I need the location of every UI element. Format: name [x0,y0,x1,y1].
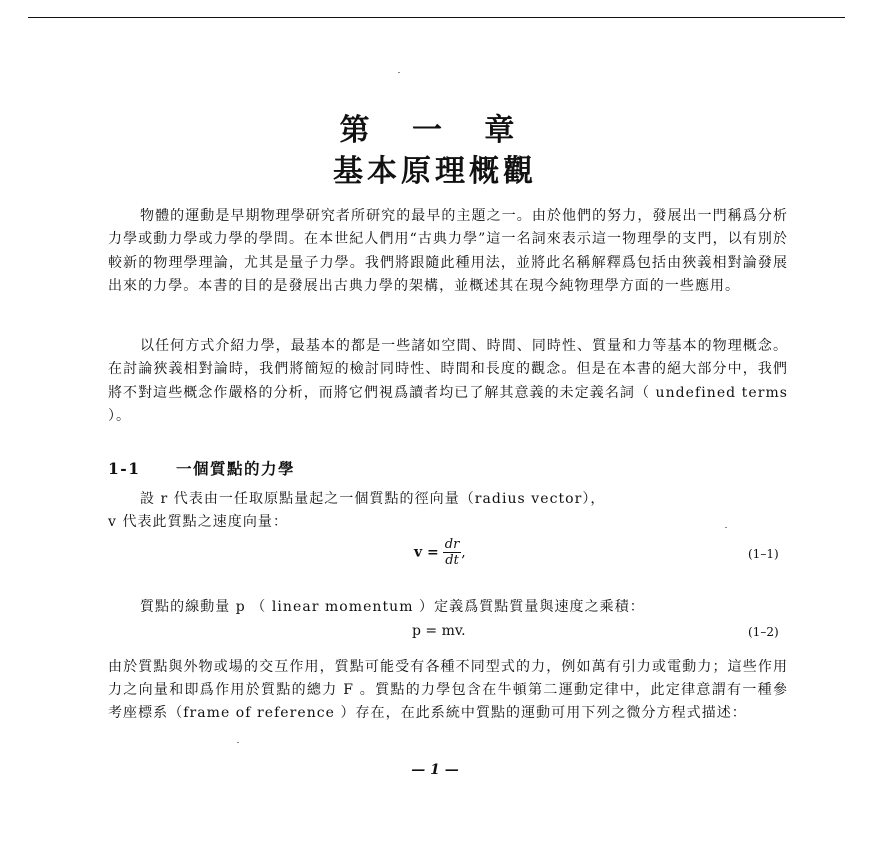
section-title: 一個質點的力學 [176,459,296,478]
force-paragraph: 由於質點與外物或場的交互作用，質點可能受有各種不同型式的力，例如萬有引力或電動力；這些作用力之向量和即爲作用於質點的總力 F 。質點的力學包含在牛頓第二運動定律中，此定律意謂有一種參考座標系（frame of reference ）存在，在此系統中質點的運動可用下列之微分方程式描述： [108,659,788,722]
intro-paragraph-2 [108,335,788,429]
section-text-line-2: v 代表此質點之速度向量： [108,514,289,530]
page-number: — 1 — [411,762,459,778]
fraction-denominator: dt [445,553,459,568]
momentum-definition-line: 質點的線動量 p （ linear momentum ）定義爲質點質量與速度之乘積： [140,599,645,615]
paragraph-text: 物體的運動是早期物理學研究者所研究的最早的主題之一。由於他們的努力，發展出一門稱爲分析力學或動力學或力學的學問。在本世紀人們用“古典力學”這一名詞來表示這一物理學的支門，以有別於較新的物理學理論，尤其是量子力學。我們將跟隨此種用法，並將此名稱解釋爲包括由狹義相對論發展出來的力學。本書的目的是發展出古典力學的架構，並概述其在現今純物理學方面的一些應用。 [108,208,788,295]
chapter-number: 第 一 章 [339,113,531,148]
chapter-title: 基本原理概觀 [333,154,537,189]
equation-number-1-2: (1–2) [748,625,779,639]
equation-lhs: v = [414,544,439,561]
fraction-numerator: dr [444,537,460,552]
intro-paragraph-1 [108,205,788,299]
equation-number-1-1: (1–1) [748,547,779,561]
paragraph-text: 以任何方式介紹力學，最基本的都是一些諸如空間、時間、同時性、質量和力等基本的物理概念。在討論狹義相對論時，我們將簡短的檢討同時性、時間和長度的觀念。但是在本書的絕大部分中，我們將不對這些概念作嚴格的分析，而將它們視爲讀者均已了解其意義的未定義名詞（ undefined terms ）。 [108,338,788,425]
equation-1-2: p = mv. [412,623,466,639]
section-number: 1-1 [108,459,141,478]
equation-fraction [443,537,462,568]
section-heading [108,457,295,479]
header-rule [28,17,845,18]
scan-speck [237,742,239,743]
scan-speck [398,72,400,73]
equation-tail: , [461,544,466,561]
scan-speck [725,527,727,528]
equation-1-1 [414,537,466,568]
section-text-line-1: 設 r 代表由一任取原點量起之一個質點的徑向量（radius vector）， [140,491,606,507]
